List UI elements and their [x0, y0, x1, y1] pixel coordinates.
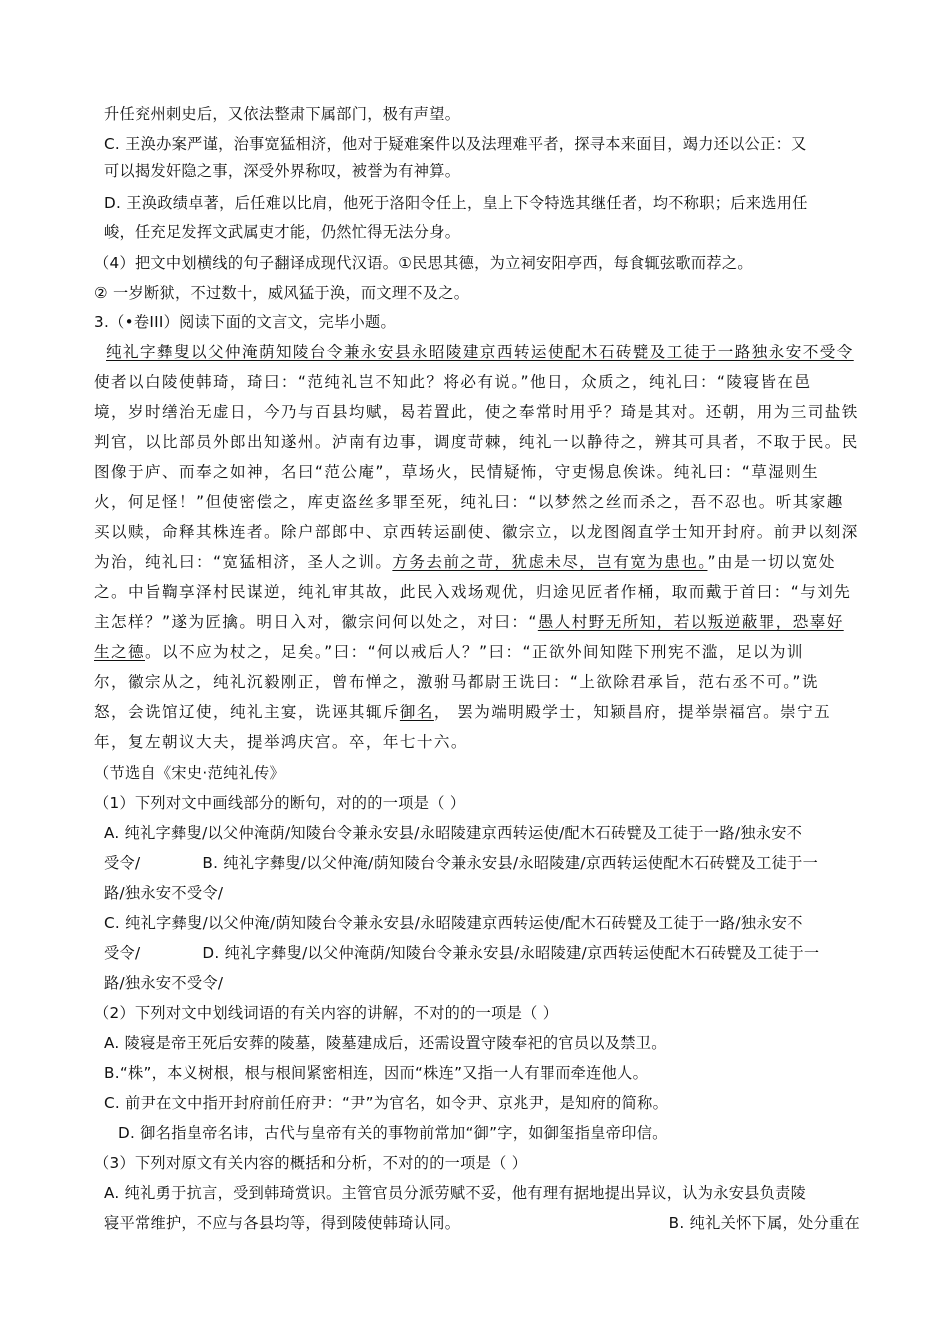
q1-option-d-line2: 路/独永安不受令/: [104, 974, 224, 992]
passage-line-2: 使者以白陵使韩琦，琦曰：“范纯礼岂不知此？将必有说。”他日，众质之，纯礼曰：“陵寝皆在邑: [94, 373, 812, 391]
passage-line-7: 买以赎，命释其株连者。除户部郎中、京西转运副使、徽宗立，以龙图阁直学士知开封府。前尹以刻深: [94, 523, 859, 541]
q2-option-a: A. 陵寝是帝王死后安葬的陵墓，陵墓建成后，还需设置守陵奉祀的官员以及禁卫。: [104, 1034, 667, 1052]
passage-line-9: 之。中旨鞫享泽村民谋逆，纯礼审其故，此民入戏场观优，归途见匠者作桶，取而戴于首曰：“与刘先: [94, 583, 852, 601]
underlined-sentence-2b: 生之德: [94, 643, 145, 661]
passage-line-3: 境，岁时缮治无虚日，今乃与百县均赋，曷若置此，使之奉常时用乎？琦是其对。还朝，用为三司盐铁: [94, 403, 859, 421]
q1-option-b-line2: 路/独永安不受令/: [104, 884, 224, 902]
q1-option-c-line1: C. 纯礼字彝叟/以父仲淹/荫知陵台令兼永安县/永昭陵建京西转运使/配木石砖甓及工徒于一路/独永安不: [104, 914, 803, 932]
passage-line-5: 图像于庐、而奉之如神，名曰“范公庵”，草场火，民情疑怖，守吏惕息俟诛。纯礼曰：“草湿则生: [94, 463, 820, 481]
underlined-sentence-1: 方务去前之苛，犹虑未尽，岂有宽为患也。: [392, 553, 708, 571]
q1-options-cd-line: 受令/ D. 纯礼字彝叟/以父仲淹荫/知陵台令兼永安县/永昭陵建/京西转运使配木石砖甓及工徒于一: [104, 944, 820, 962]
option-d-line1: D. 王涣政绩卓著，后任难以比肩，他死于洛阳令任上，皇上下令特选其继任者，均不称职；后来选用任: [104, 194, 808, 212]
passage-line-6: 火，何足怪！”但使密偿之，库吏盗丝多罪至死，纯礼曰：“以梦然之丝而杀之，吾不忍也。听其家趣: [94, 493, 844, 511]
passage-line-4: 判官，以比部员外郎出知遂州。泸南有边事，调度苛棘，纯礼一以静待之，辨其可具者，不取于民。民: [94, 433, 859, 451]
q2-stem: （2）下列对文中划线词语的有关内容的讲解，不对的的一项是（ ）: [94, 1004, 559, 1022]
option-c-line1: C. 王涣办案严谨，治事宽猛相济，他对于疑难案件以及法理难平者，探寻本来面目，竭力还以公正：又: [104, 135, 807, 153]
q3-option-b-start: B. 纯礼关怀下属，处分重在: [668, 1214, 860, 1232]
question4-line1: （4）把文中划横线的句子翻译成现代汉语。①民思其德，为立祠安阳亭西，每食辄弦歌而荐之。: [94, 254, 753, 272]
option-b-continuation: 升任兖州刺史后，又依法整肃下属部门，极有声望。: [104, 105, 461, 123]
q3-option-a-line2: 寝平常维护，不应与各县均等，得到陵使韩琦认同。: [104, 1214, 461, 1232]
question4-line2: ② 一岁断狱，不过数十，威风猛于涣，而文理不及之。: [94, 284, 470, 302]
passage-line-1: 纯礼字彝叟以父仲淹荫知陵台令兼永安县永昭陵建京西转运使配木石砖甓及工徒于一路独永安不受令: [106, 343, 854, 361]
underlined-word-yuming: 御名: [399, 703, 434, 721]
option-d-line2: 峻，任充足发挥文武属吏才能，仍然忙得无法分身。: [104, 223, 461, 241]
passage-line-13: 怒，会诜馆辽使，纯礼主宴，诜诬其辄斥御名， 罢为端明殿学士，知颍昌府，提举崇福宫。崇宁五: [94, 703, 832, 721]
q2-option-c: C. 前尹在文中指开封府前任府尹：“尹”为官名，如令尹、京兆尹，是知府的简称。: [104, 1094, 669, 1112]
q2-option-b: B.“株”，本义树根，根与根间紧密相连，因而“株连”又指一人有罪而牵连他人。: [104, 1064, 649, 1082]
passage-line-14: 年，复左朝议大夫，提举鸿庆宫。卒，年七十六。: [94, 733, 468, 751]
passage-source: （节选自《宋史·范纯礼传》: [94, 764, 285, 782]
passage-line-8: 为治，纯礼曰：“宽猛相济，圣人之训。方务去前之苛，犹虑未尽，岂有宽为患也。”由是一切以宽处: [94, 553, 836, 571]
passage-line-10: 主怎样？”遂为匠擒。明日入对，徽宗问何以处之，对曰：“愚人村野无所知，若以叛逆蔽罪，恐辜好: [94, 613, 844, 631]
q1-option-a-line1: A. 纯礼字彝叟/以父仲淹荫/知陵台令兼永安县/永昭陵建京西转运使/配木石砖甓及工徒于一路/独永安不: [104, 824, 803, 842]
q3-stem: （3）下列对原文有关内容的概括和分析，不对的的一项是（ ）: [94, 1154, 528, 1172]
q3-option-a-line1: A. 纯礼勇于抗言，受到韩琦赏识。主管官员分派劳赋不妥，他有理有据地提出异议，认为永安县负责陵: [104, 1184, 807, 1202]
passage-line-11: 生之德。以不应为杖之，足矣。”曰：“何以戒后人？”曰：“正欲外间知陛下刑宪不滥，足以为训: [94, 643, 804, 661]
q1-option-b-line1: B. 纯礼字彝叟/以父仲淹/荫知陵台令兼永安县/永昭陵建/京西转运使配木石砖甓及工徒于一: [202, 854, 819, 872]
q1-options-ab-line: 受令/ B. 纯礼字彝叟/以父仲淹/荫知陵台令兼永安县/永昭陵建/京西转运使配木石砖甓及工徒于一: [104, 854, 819, 872]
question3-heading: 3.（•卷III）阅读下面的文言文，完毕小题。: [94, 313, 396, 331]
q1-stem: （1）下列对文中画线部分的断句，对的的一项是（ ）: [94, 794, 466, 812]
passage-line-12: 尔，徽宗从之，纯礼沉毅刚正，曾布惮之，激驸马都尉王诜曰：“上欲除君承旨，范右丞不可。”诜: [94, 673, 819, 691]
q1-option-d-line1: D. 纯礼字彝叟/以父仲淹荫/知陵台令兼永安县/永昭陵建/京西转运使配木石砖甓及工徒于一: [202, 944, 820, 962]
underlined-sentence-2a: 愚人村野无所知，若以叛逆蔽罪，恐辜好: [537, 613, 844, 631]
q2-option-d: D. 御名指皇帝名讳，古代与皇帝有关的事物前常加“御”字，如御玺指皇帝印信。: [118, 1124, 668, 1142]
option-c-line2: 可以揭发奸隐之事，深受外界称叹，被誉为有神算。: [104, 162, 461, 180]
